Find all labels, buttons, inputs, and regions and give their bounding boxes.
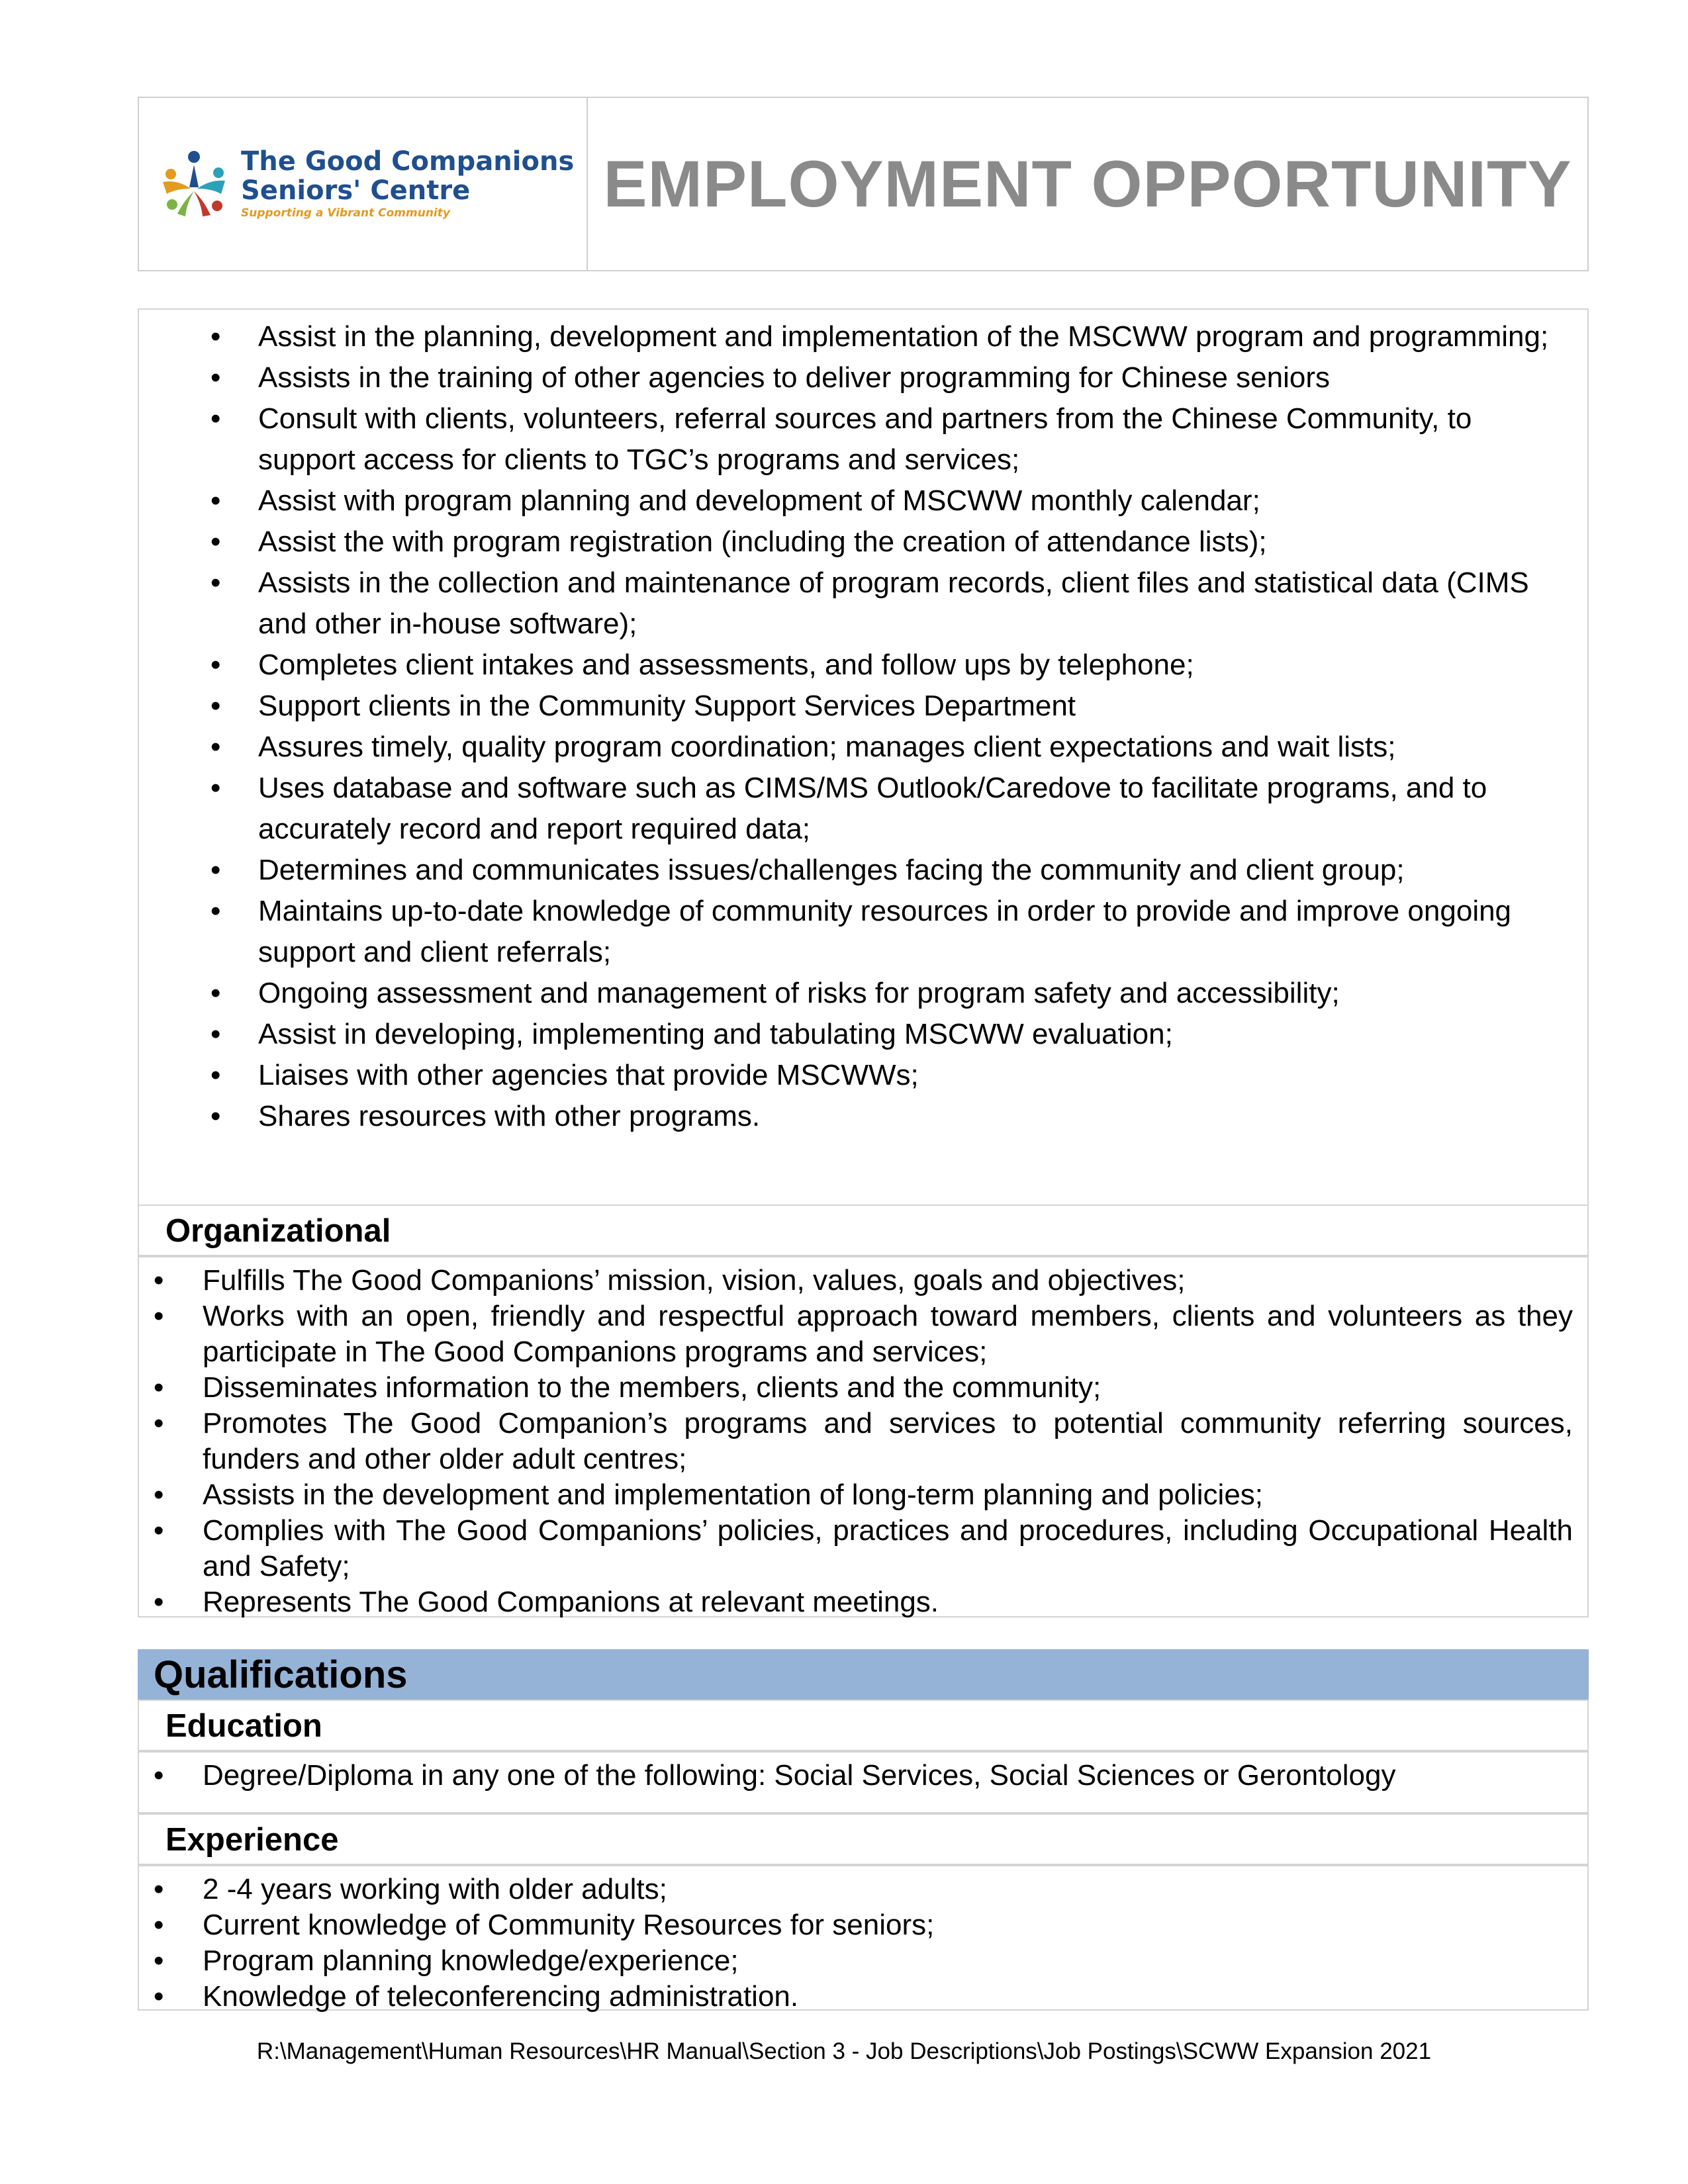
list-item: • Ongoing assessment and management of risks for program safety and accessibility; <box>139 973 1587 1014</box>
bullet-icon: • <box>154 1586 164 1618</box>
bullet-icon: • <box>211 320 221 353</box>
list-item: • Uses database and software such as CIMS/MS Outlook/Caredove to facilitate programs, and to accurately record and report required data; <box>139 768 1587 850</box>
organizational-list <box>139 1263 1587 1620</box>
list-item: • Completes client intakes and assessments, and follow ups by telephone; <box>139 645 1587 686</box>
list-item: • Assists in the development and implementation of long-term planning and policies; <box>139 1477 1587 1513</box>
page-title: EMPLOYMENT OPPORTUNITY <box>603 147 1572 220</box>
bullet-icon: • <box>211 402 221 435</box>
bullet-icon: • <box>211 649 221 681</box>
education-section <box>138 1751 1589 1813</box>
bullet-icon: • <box>211 772 221 804</box>
bullet-icon: • <box>211 895 221 927</box>
bullet-icon: • <box>154 1407 164 1439</box>
bullet-icon: • <box>211 854 221 886</box>
bullet-icon: • <box>154 1514 164 1547</box>
list-item: • Consult with clients, volunteers, referral sources and partners from the Chinese Community, to support access for clients to TGC’s programs and services; <box>139 398 1587 480</box>
list-item: • Program planning knowledge/experience; <box>139 1943 1587 1979</box>
logo-name-line2: Seniors' Centre <box>241 175 471 206</box>
duties-list <box>139 316 1587 1137</box>
list-item: • Represents The Good Companions at relevant meetings. <box>139 1584 1587 1620</box>
logo-tagline: Supporting a Vibrant Community <box>241 206 450 220</box>
list-item: • Assists in the training of other agencies to deliver programming for Chinese seniors <box>139 357 1587 398</box>
logo-text <box>241 147 574 221</box>
list-item: • Liaises with other agencies that provide MSCWWs; <box>139 1055 1587 1096</box>
experience-heading: Experience <box>165 1822 339 1858</box>
list-item: • Assist in developing, implementing and tabulating MSCWW evaluation; <box>139 1014 1587 1055</box>
bullet-icon: • <box>211 1018 221 1050</box>
list-item: • Promotes The Good Companion’s programs and services to potential community referring sources, funders and other older adult centres; <box>154 1407 1573 1475</box>
bullet-icon: • <box>211 361 221 394</box>
list-item: • Works with an open, friendly and respectful approach toward members, clients and volunteers as they participate in The Good Companions programs and services; <box>154 1300 1573 1368</box>
list-item: • Shares resources with other programs. <box>139 1096 1587 1137</box>
logo <box>139 98 588 270</box>
qualifications-heading-bar <box>138 1649 1589 1701</box>
organizational-heading: Organizational <box>165 1213 391 1249</box>
organizational-heading-row <box>138 1205 1589 1256</box>
list-item: • Assist the with program registration (including the creation of attendance lists); <box>139 522 1587 563</box>
organizational-section <box>138 1256 1589 1617</box>
bullet-icon: • <box>211 977 221 1009</box>
page-header <box>138 97 1589 271</box>
bullet-icon: • <box>154 1300 164 1332</box>
list-item: • Maintains up-to-date knowledge of community resources in order to provide and improve ongoing support and client referrals; <box>139 891 1587 973</box>
bullet-icon: • <box>154 1873 164 1905</box>
bullet-icon: • <box>211 1100 221 1132</box>
list-item: • Determines and communicates issues/challenges facing the community and client group; <box>139 850 1587 891</box>
list-item: • Degree/Diploma in any one of the following: Social Services, Social Sciences or Gerontology <box>139 1758 1587 1794</box>
footer-file-path: R:\Management\Human Resources\HR Manual\Section 3 - Job Descriptions\Job Postings\SCWW Expansion 2021 <box>256 2038 1432 2064</box>
bullet-icon: • <box>211 567 221 599</box>
list-item: • 2 -4 years working with older adults; <box>139 1872 1587 1907</box>
logo-figures-icon <box>158 148 230 220</box>
list-item: • Disseminates information to the members, clients and the community; <box>139 1370 1587 1406</box>
bullet-icon: • <box>211 731 221 763</box>
logo-name-line1: The Good Companions <box>241 146 575 177</box>
bullet-icon: • <box>211 1059 221 1091</box>
bullet-icon: • <box>154 1479 164 1511</box>
qualifications-heading: Qualifications <box>154 1653 408 1696</box>
bullet-icon: • <box>211 690 221 722</box>
experience-heading-row <box>138 1813 1589 1865</box>
list-item: • Knowledge of teleconferencing administration. <box>139 1979 1587 2015</box>
education-list <box>139 1758 1587 1794</box>
list-item: • Fulfills The Good Companions’ mission, vision, values, goals and objectives; <box>139 1263 1587 1298</box>
bullet-icon: • <box>154 1909 164 1941</box>
list-item: • Assists in the collection and maintenance of program records, client files and statistical data (CIMS and other in-house software); <box>139 563 1587 645</box>
experience-section <box>138 1865 1589 2011</box>
bullet-icon: • <box>211 525 221 558</box>
list-item: • Support clients in the Community Support Services Department <box>139 686 1587 727</box>
education-heading: Education <box>165 1708 322 1744</box>
bullet-icon: • <box>154 1980 164 2013</box>
list-item: • Assist in the planning, development and implementation of the MSCWW program and programming; <box>139 316 1587 357</box>
list-item: • Current knowledge of Community Resources for seniors; <box>139 1907 1587 1943</box>
education-heading-row <box>138 1700 1589 1751</box>
bullet-icon: • <box>211 484 221 517</box>
bullet-icon: • <box>154 1944 164 1977</box>
duties-section <box>138 308 1589 1206</box>
bullet-icon: • <box>154 1371 164 1404</box>
bullet-icon: • <box>154 1264 164 1297</box>
list-item: • Assist with program planning and development of MSCWW monthly calendar; <box>139 480 1587 522</box>
bullet-icon: • <box>154 1759 164 1792</box>
list-item: • Complies with The Good Companions’ policies, practices and procedures, including Occupational Health and Safety; <box>154 1514 1573 1582</box>
experience-list <box>139 1872 1587 2015</box>
list-item: • Assures timely, quality program coordination; manages client expectations and wait lists; <box>139 727 1587 768</box>
